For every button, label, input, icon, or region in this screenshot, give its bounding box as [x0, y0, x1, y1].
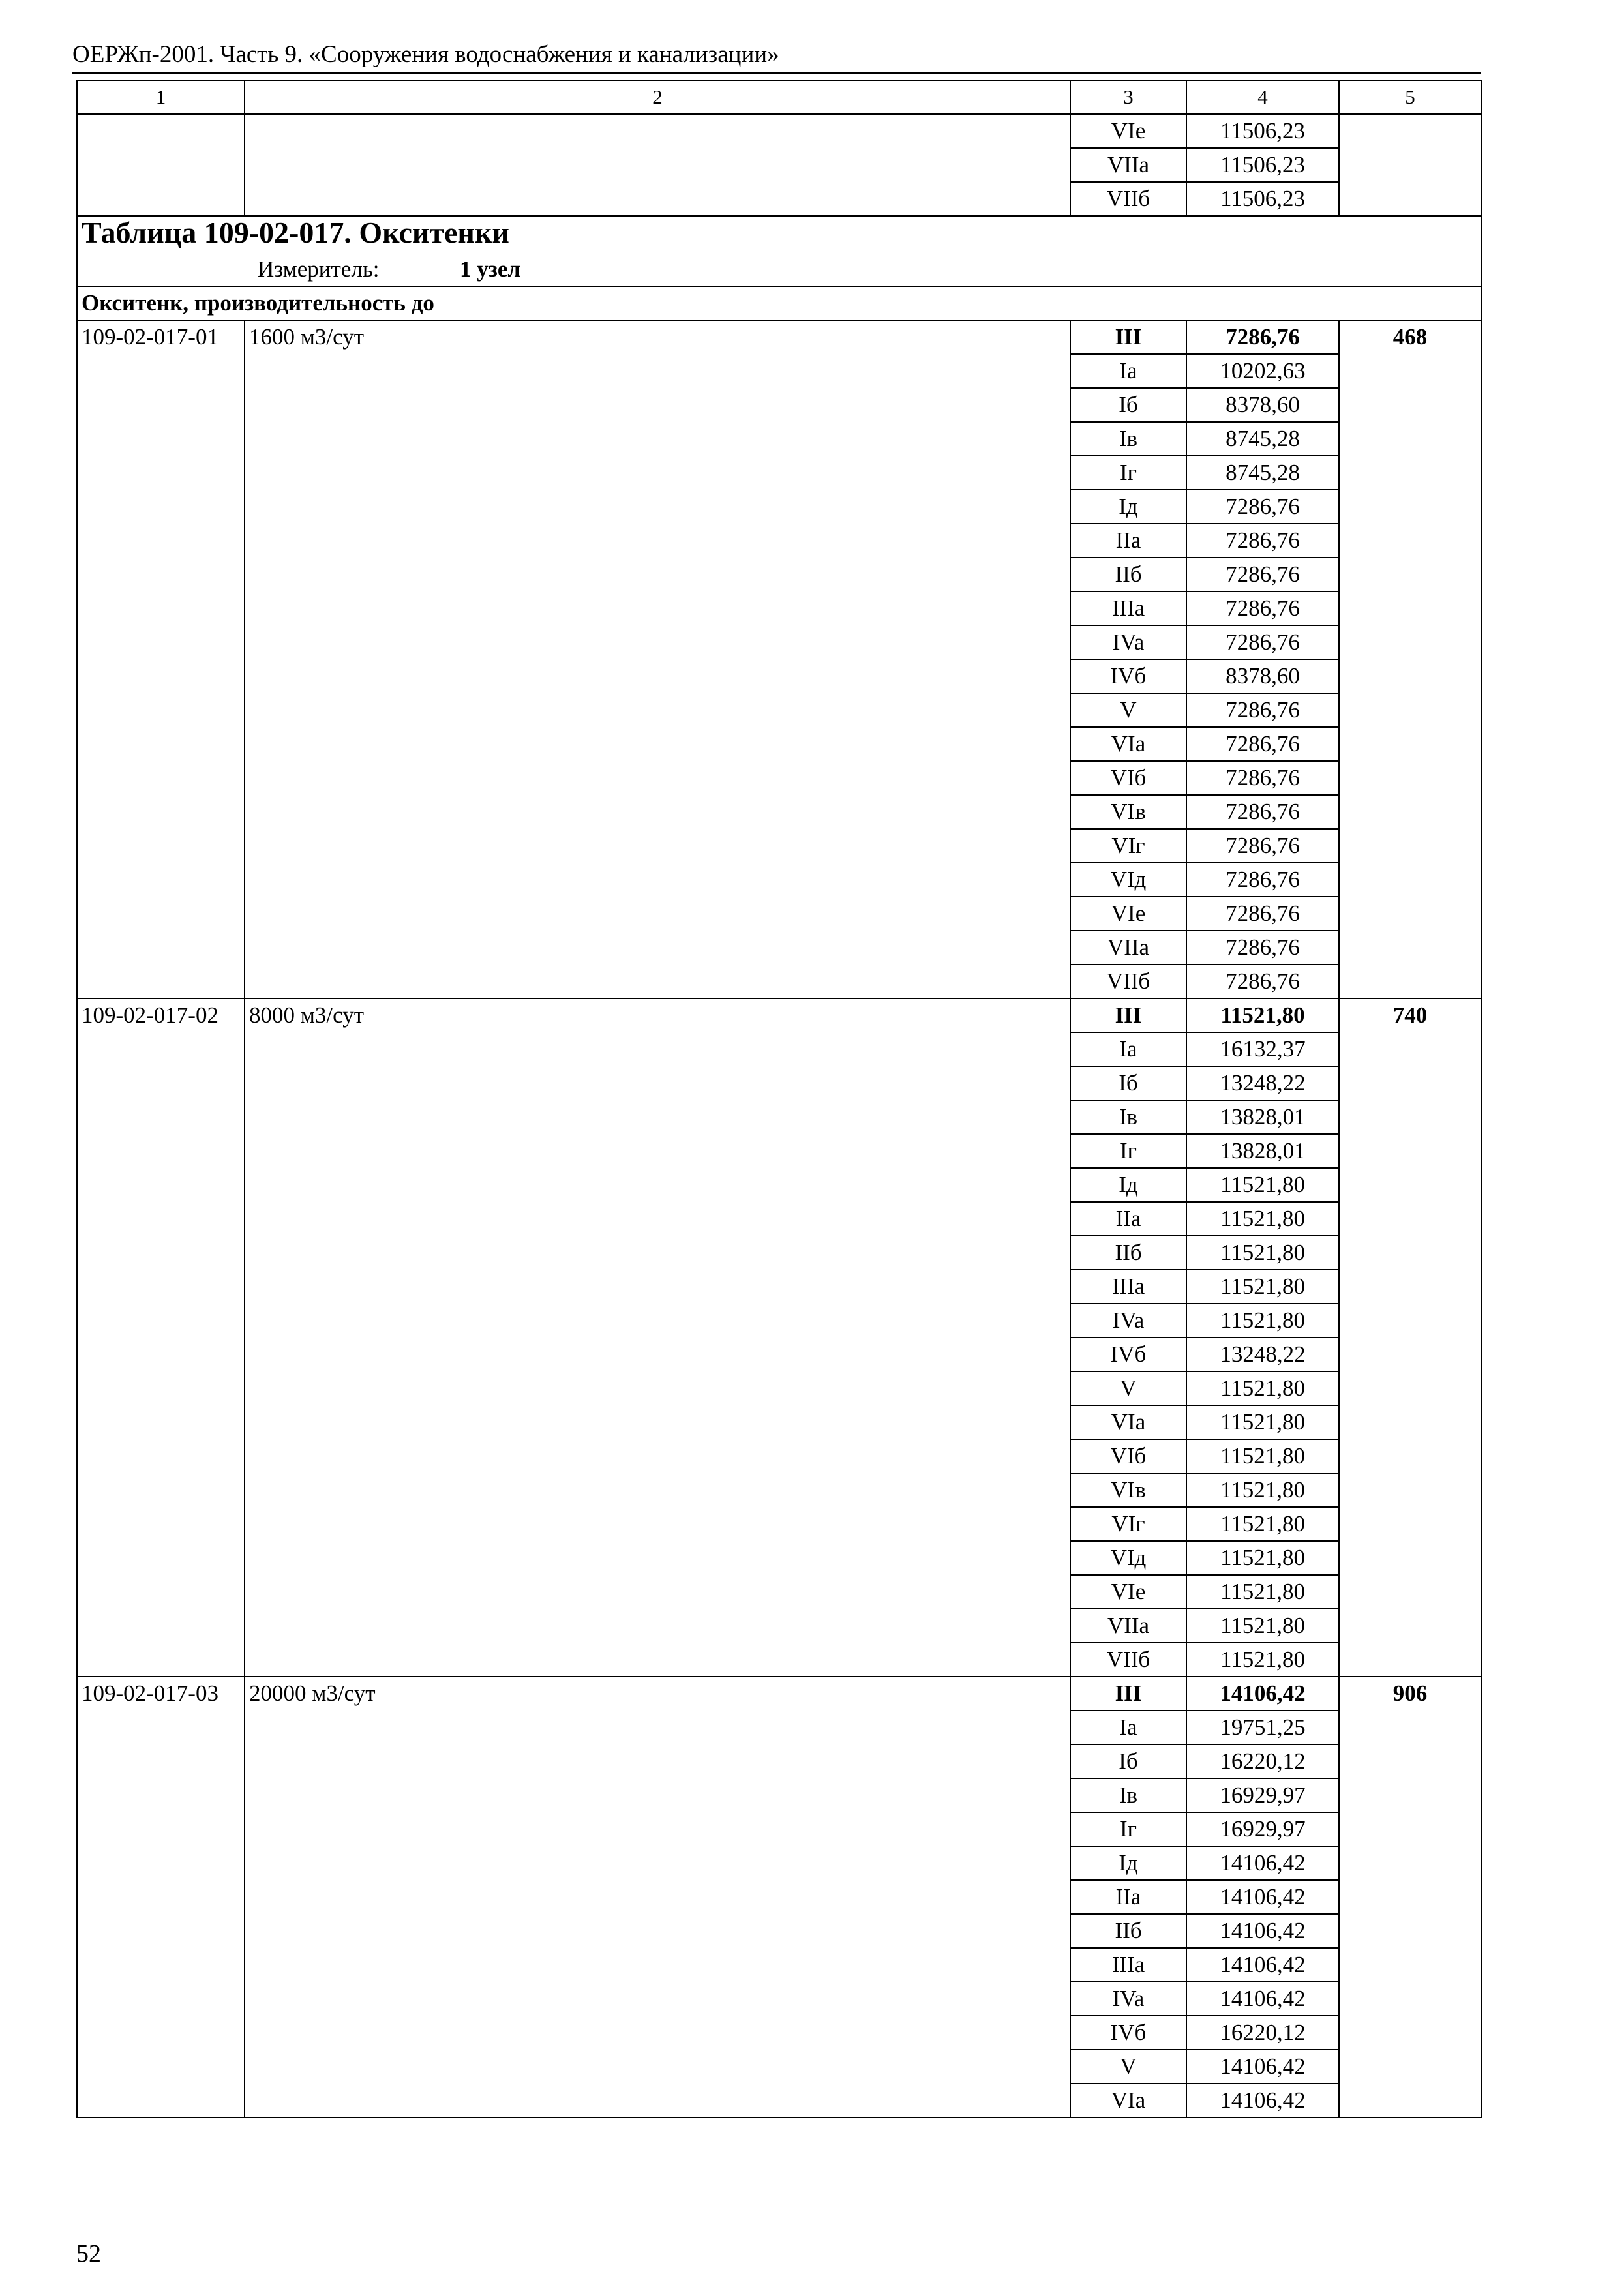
item-code: 109-02-017-02 [77, 998, 245, 1677]
zone-cell: VIe [1070, 897, 1186, 931]
value-cell: 7286,76 [1186, 558, 1339, 591]
zone-cell: VIa [1070, 727, 1186, 761]
zone-cell: Iв [1070, 422, 1186, 456]
table-subheader: Окситенк, производительность до [77, 286, 1481, 320]
value-cell: 11506,23 [1186, 182, 1339, 216]
zone-cell: VIIб [1070, 965, 1186, 998]
value-cell: 7286,76 [1186, 761, 1339, 795]
value-cell: 11521,80 [1186, 1507, 1339, 1541]
value-cell: 14106,42 [1186, 1982, 1339, 2016]
zone-cell: III [1070, 1677, 1186, 1711]
item-code: 109-02-017-01 [77, 320, 245, 998]
value-cell: 7286,76 [1186, 795, 1339, 829]
zone-cell: VIIб [1070, 1643, 1186, 1677]
zone-cell: IIб [1070, 558, 1186, 591]
value-cell: 8378,60 [1186, 388, 1339, 422]
value-cell: 16220,12 [1186, 2016, 1339, 2050]
value-cell: 14106,42 [1186, 1880, 1339, 1914]
value-cell: 7286,76 [1186, 727, 1339, 761]
value-cell: 14106,42 [1186, 1846, 1339, 1880]
zone-cell: Iд [1070, 490, 1186, 524]
meter-line [82, 253, 1477, 286]
zone-cell: Iб [1070, 388, 1186, 422]
zone-cell: VIд [1070, 1541, 1186, 1575]
zone-cell: IIб [1070, 1914, 1186, 1948]
table-row [77, 1677, 1481, 1711]
value-cell: 11521,80 [1186, 1405, 1339, 1439]
zone-cell: IVб [1070, 2016, 1186, 2050]
column-number: 4 [1186, 80, 1339, 114]
column-number-row [77, 80, 1481, 114]
value-cell: 7286,76 [1186, 829, 1339, 863]
item-col5-value: 740 [1339, 998, 1481, 1677]
zone-cell: V [1070, 1371, 1186, 1405]
item-description: 20000 м3/сут [245, 1677, 1070, 2117]
value-cell: 11521,80 [1186, 1439, 1339, 1473]
item-description: 1600 м3/сут [245, 320, 1070, 998]
zone-cell: VIд [1070, 863, 1186, 897]
value-cell: 16929,97 [1186, 1778, 1339, 1812]
value-cell: 8745,28 [1186, 422, 1339, 456]
zone-cell: VIIб [1070, 182, 1186, 216]
table-title-row [77, 216, 1481, 286]
value-cell: 7286,76 [1186, 965, 1339, 998]
table-row [77, 998, 1481, 1032]
zone-cell: Ia [1070, 1032, 1186, 1066]
zone-cell: Iв [1070, 1100, 1186, 1134]
value-cell: 11521,80 [1186, 1575, 1339, 1609]
value-cell: 7286,76 [1186, 490, 1339, 524]
rates-table [76, 80, 1482, 2118]
zone-cell: VIIa [1070, 931, 1186, 965]
value-cell: 14106,42 [1186, 1948, 1339, 1982]
subheader-row [77, 286, 1481, 320]
zone-cell: Iг [1070, 1812, 1186, 1846]
description-cell [245, 114, 1070, 216]
zone-cell: IIa [1070, 1880, 1186, 1914]
zone-cell: VIIa [1070, 148, 1186, 182]
zone-cell: V [1070, 693, 1186, 727]
value-cell: 13828,01 [1186, 1134, 1339, 1168]
item-code: 109-02-017-03 [77, 1677, 245, 2117]
zone-cell: IIa [1070, 1202, 1186, 1236]
zone-cell: IVa [1070, 625, 1186, 659]
value-cell: 14106,42 [1186, 2084, 1339, 2117]
header-rule [72, 72, 1481, 74]
table-title: Таблица 109-02-017. Окситенки [82, 216, 509, 249]
zone-cell: IIIa [1070, 591, 1186, 625]
item-col5-value: 906 [1339, 1677, 1481, 2117]
value-cell: 11521,80 [1186, 1304, 1339, 1338]
value-cell: 11521,80 [1186, 1541, 1339, 1575]
value-cell: 16929,97 [1186, 1812, 1339, 1846]
value-cell: 11521,80 [1186, 1270, 1339, 1304]
zone-cell: Iг [1070, 456, 1186, 490]
zone-cell: IVa [1070, 1304, 1186, 1338]
value-cell: 16220,12 [1186, 1744, 1339, 1778]
zone-cell: VIб [1070, 761, 1186, 795]
zone-cell: V [1070, 2050, 1186, 2084]
value-cell: 11506,23 [1186, 114, 1339, 148]
zone-cell: III [1070, 998, 1186, 1032]
col5-cell [1339, 114, 1481, 216]
page-number: 52 [76, 2240, 101, 2267]
zone-cell: VIIa [1070, 1609, 1186, 1643]
value-cell: 7286,76 [1186, 693, 1339, 727]
zone-cell: VIe [1070, 114, 1186, 148]
zone-cell: VIг [1070, 1507, 1186, 1541]
value-cell: 14106,42 [1186, 1677, 1339, 1711]
zone-cell: IIIa [1070, 1948, 1186, 1982]
document-header-title: ОЕРЖп-2001. Часть 9. «Сооружения водоснабжения и канализации» [72, 41, 779, 68]
value-cell: 7286,76 [1186, 931, 1339, 965]
value-cell: 13248,22 [1186, 1338, 1339, 1371]
zone-cell: VIв [1070, 1473, 1186, 1507]
value-cell: 13828,01 [1186, 1100, 1339, 1134]
value-cell: 11521,80 [1186, 1609, 1339, 1643]
zone-cell: III [1070, 320, 1186, 354]
value-cell: 19751,25 [1186, 1711, 1339, 1744]
value-cell: 16132,37 [1186, 1032, 1339, 1066]
table-row [77, 320, 1481, 354]
column-number: 5 [1339, 80, 1481, 114]
zone-cell: IVб [1070, 1338, 1186, 1371]
zone-cell: IVб [1070, 659, 1186, 693]
value-cell: 7286,76 [1186, 591, 1339, 625]
value-cell: 14106,42 [1186, 1914, 1339, 1948]
value-cell: 7286,76 [1186, 320, 1339, 354]
zone-cell: Iб [1070, 1744, 1186, 1778]
value-cell: 7286,76 [1186, 625, 1339, 659]
item-col5-value: 468 [1339, 320, 1481, 998]
zone-cell: VIe [1070, 1575, 1186, 1609]
zone-cell: VIв [1070, 795, 1186, 829]
zone-cell: IIa [1070, 524, 1186, 558]
table-title-cell [77, 216, 1481, 286]
zone-cell: VIa [1070, 1405, 1186, 1439]
meter-label: Измеритель: [258, 256, 380, 282]
value-cell: 14106,42 [1186, 2050, 1339, 2084]
value-cell: 11506,23 [1186, 148, 1339, 182]
zone-cell: Ia [1070, 1711, 1186, 1744]
value-cell: 11521,80 [1186, 1168, 1339, 1202]
zone-cell: Iг [1070, 1134, 1186, 1168]
code-cell [77, 114, 245, 216]
value-cell: 7286,76 [1186, 524, 1339, 558]
value-cell: 11521,80 [1186, 1202, 1339, 1236]
zone-cell: IIб [1070, 1236, 1186, 1270]
continuation-row [77, 114, 1481, 148]
zone-cell: VIб [1070, 1439, 1186, 1473]
value-cell: 13248,22 [1186, 1066, 1339, 1100]
value-cell: 7286,76 [1186, 863, 1339, 897]
value-cell: 11521,80 [1186, 1643, 1339, 1677]
zone-cell: Iд [1070, 1168, 1186, 1202]
value-cell: 11521,80 [1186, 998, 1339, 1032]
zone-cell: Iв [1070, 1778, 1186, 1812]
value-cell: 7286,76 [1186, 897, 1339, 931]
zone-cell: IVa [1070, 1982, 1186, 2016]
value-cell: 11521,80 [1186, 1473, 1339, 1507]
value-cell: 11521,80 [1186, 1371, 1339, 1405]
zone-cell: VIг [1070, 829, 1186, 863]
item-description: 8000 м3/сут [245, 998, 1070, 1677]
column-number: 3 [1070, 80, 1186, 114]
meter-value: 1 узел [460, 256, 520, 282]
rates-table-body [77, 80, 1481, 2117]
zone-cell: IIIa [1070, 1270, 1186, 1304]
value-cell: 8745,28 [1186, 456, 1339, 490]
column-number: 1 [77, 80, 245, 114]
column-number: 2 [245, 80, 1070, 114]
value-cell: 8378,60 [1186, 659, 1339, 693]
zone-cell: Ia [1070, 354, 1186, 388]
zone-cell: VIa [1070, 2084, 1186, 2117]
zone-cell: Iд [1070, 1846, 1186, 1880]
value-cell: 10202,63 [1186, 354, 1339, 388]
zone-cell: Iб [1070, 1066, 1186, 1100]
value-cell: 11521,80 [1186, 1236, 1339, 1270]
